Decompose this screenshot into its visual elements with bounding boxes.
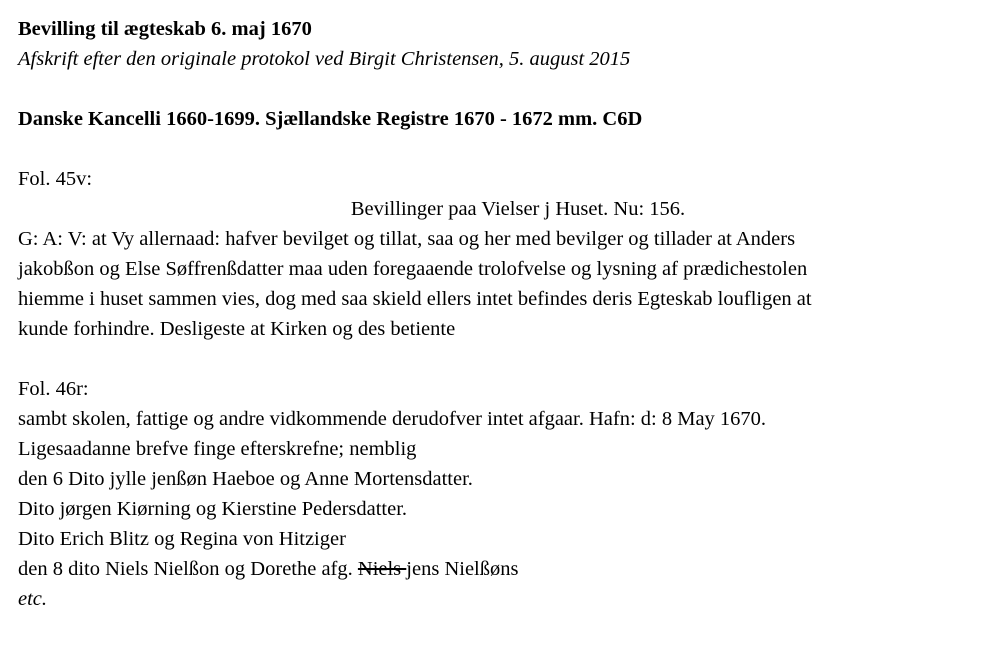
text-line: Ligesaadanne brefve finge efterskrefne; nemblig [18, 438, 417, 460]
text-segment: den 8 dito Niels Nielßon og Dorethe afg. [18, 558, 358, 580]
document-title: Bevilling til ægteskab 6. maj 1670 [18, 18, 312, 40]
source-heading: Danske Kancelli 1660-1699. Sjællandske Registre 1670 - 1672 mm. C6D [18, 108, 643, 130]
struck-text: Niels [357, 558, 407, 580]
folio-heading: Bevillinger paa Vielser j Huset. Nu: 156. [350, 198, 686, 220]
text-line-with-strikethrough [18, 554, 988, 584]
document-page [18, 14, 988, 614]
blank-line [18, 74, 988, 104]
text-line: jakobßon og Else Søffrenßdatter maa uden foregaaende trolofvelse og lysning af prædichestolen [18, 258, 808, 280]
text-segment: jens Nielßøns [406, 558, 519, 580]
text-line: kunde forhindre. Desligeste at Kirken og des betiente [18, 318, 456, 340]
ending-text: etc. [18, 588, 48, 610]
blank-line [18, 134, 988, 164]
text-line: Dito jørgen Kiørning og Kierstine Pedersdatter. [18, 498, 408, 520]
document-subtitle: Afskrift efter den originale protokol ved Birgit Christensen, 5. august 2015 [18, 48, 631, 70]
text-line: hiemme i huset sammen vies, dog med saa skield ellers intet befindes deris Egteskab loufligen at [18, 288, 812, 310]
text-line: Dito Erich Blitz og Regina von Hitziger [18, 528, 346, 550]
text-line: G: A: V: at Vy allernaad: hafver bevilget og tillat, saa og her med bevilger og tillader at Anders [18, 228, 796, 250]
folio-label: Fol. 45v: [18, 168, 93, 190]
text-line: den 6 Dito jylle jenßøn Haeboe og Anne Mortensdatter. [18, 468, 473, 490]
folio-label: Fol. 46r: [18, 378, 89, 400]
text-line: sambt skolen, fattige og andre vidkommende derudofver intet afgaar. Hafn: d: 8 May 1670. [18, 408, 767, 430]
blank-line [18, 344, 988, 374]
